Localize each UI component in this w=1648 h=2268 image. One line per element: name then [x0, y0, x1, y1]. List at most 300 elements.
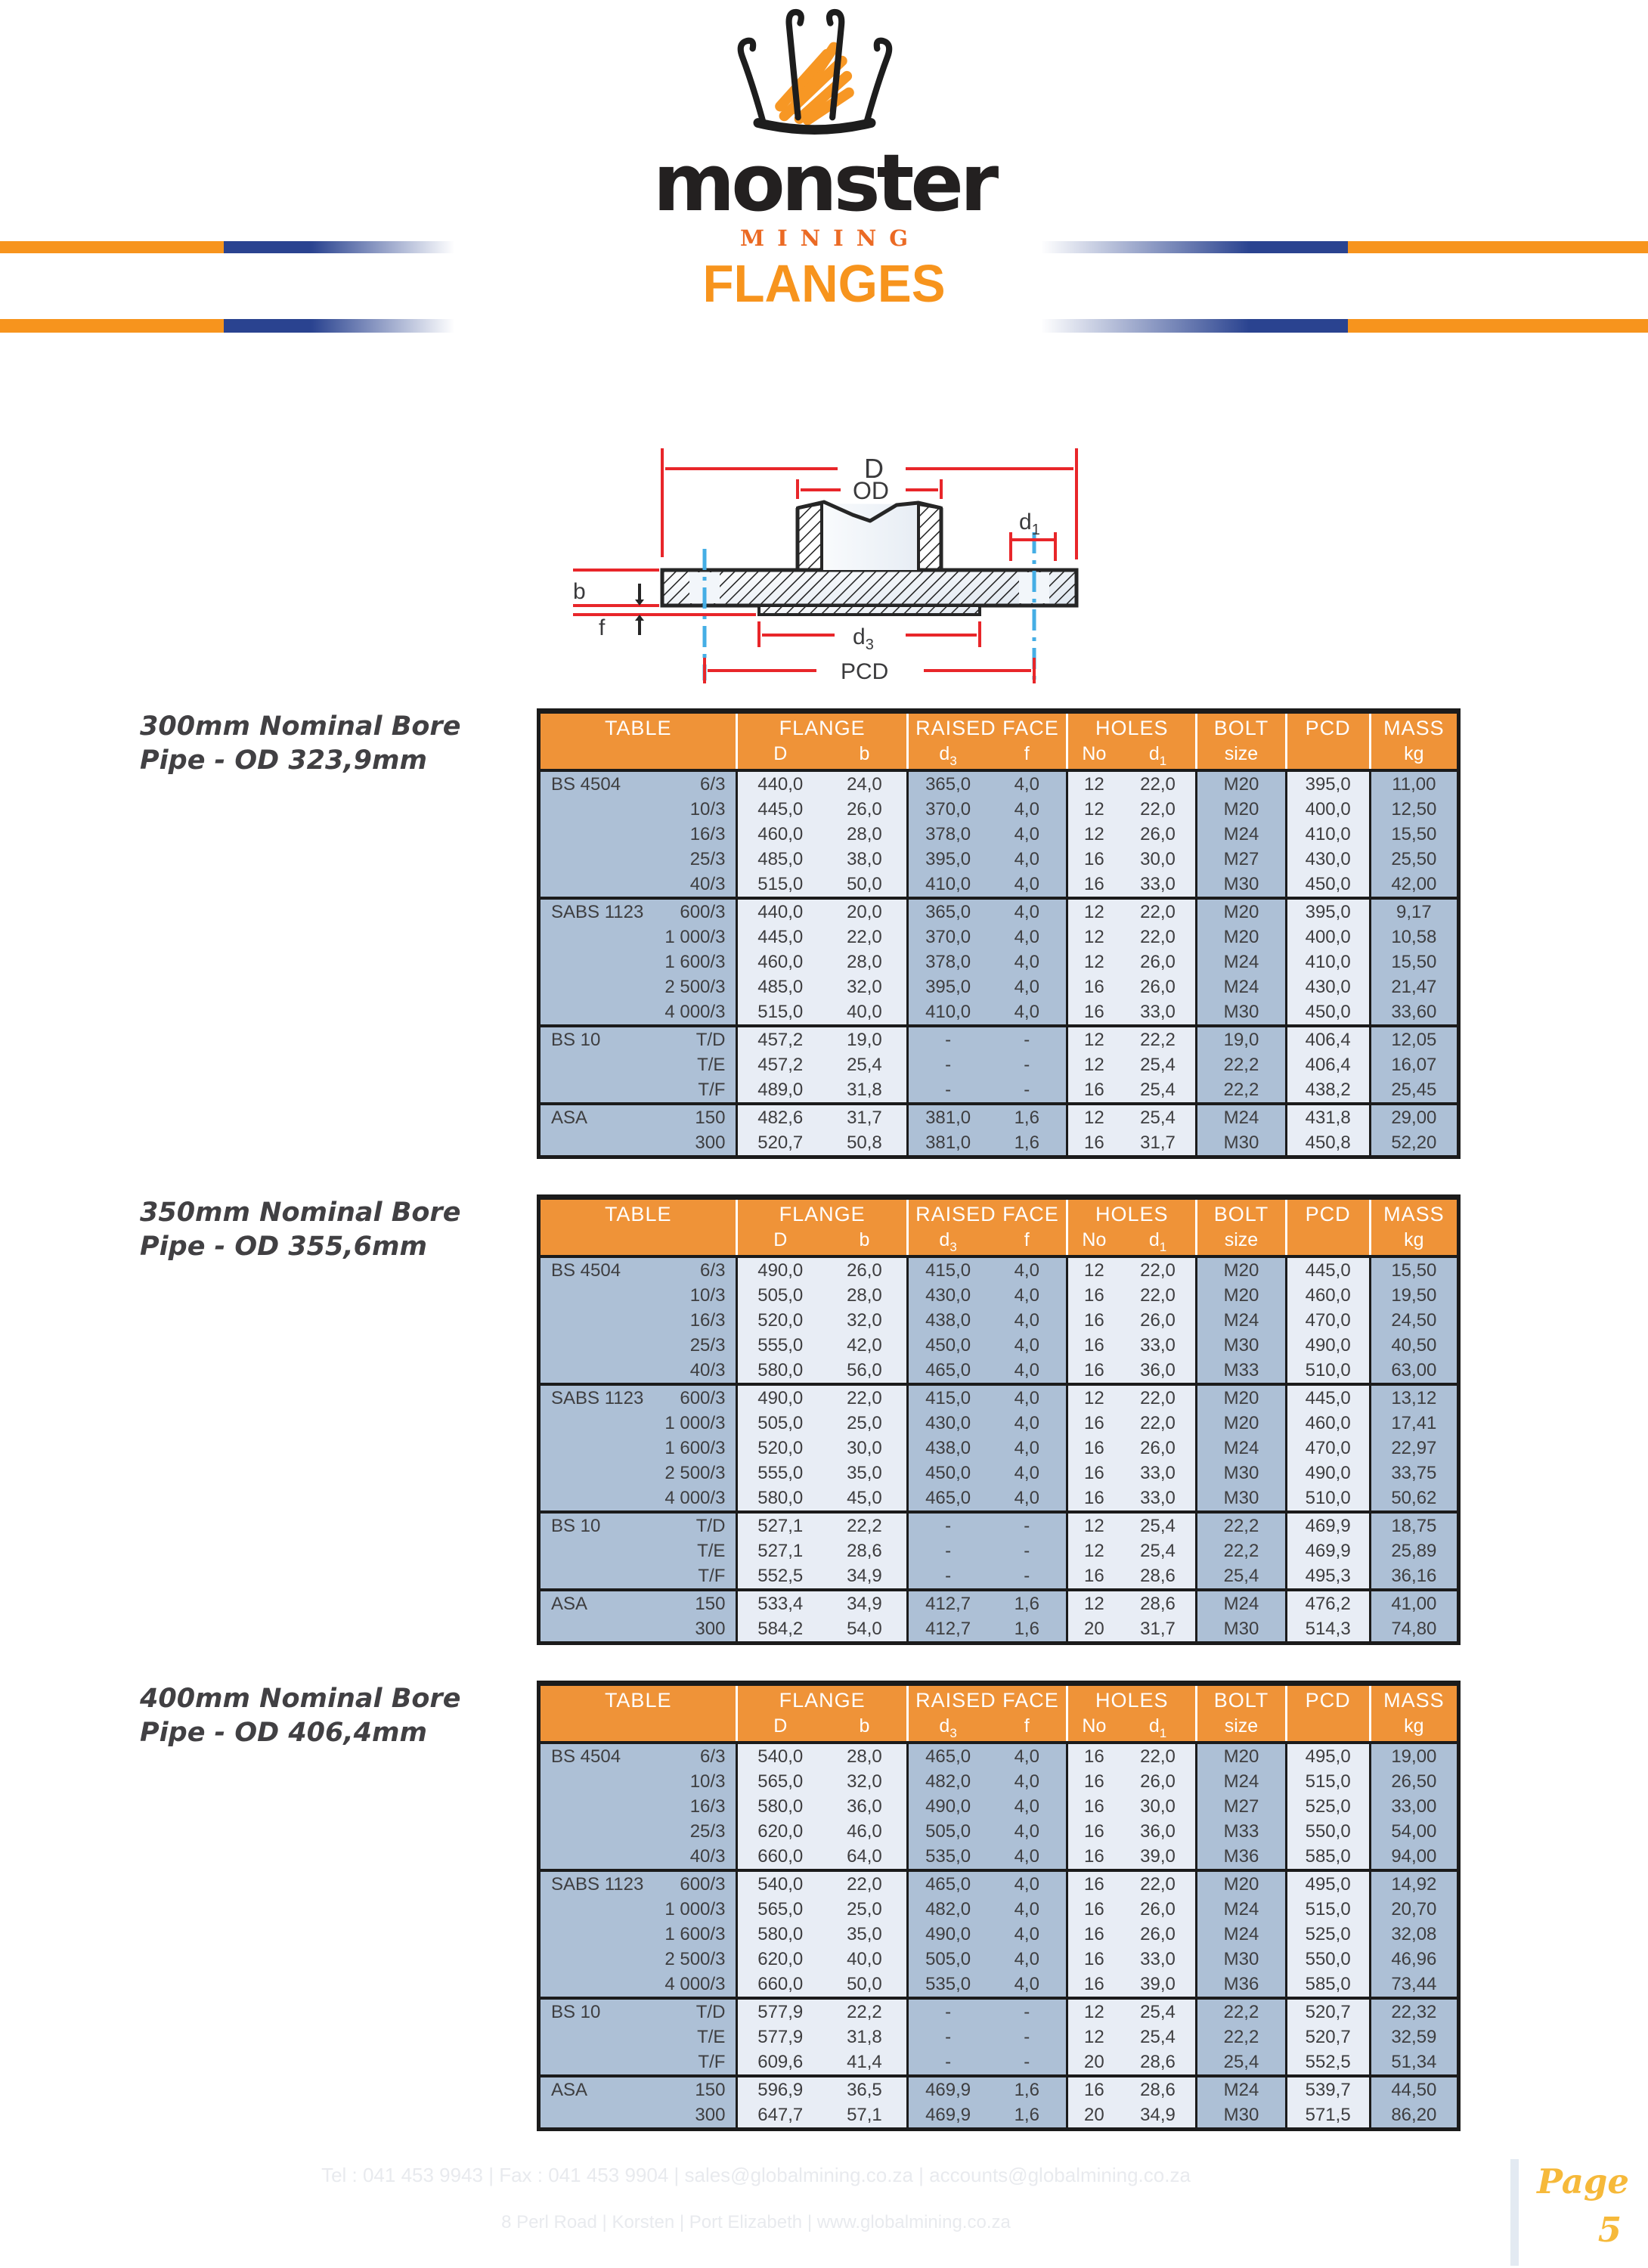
table-cell: -: [907, 1538, 987, 1563]
standard-name: SABS 1123: [551, 1874, 644, 1895]
table-cell: 38,0: [822, 847, 907, 872]
table-cell: M20: [1197, 1256, 1286, 1283]
table-subheader-cell: size: [1197, 743, 1286, 770]
flange-data-table: [537, 708, 1461, 1159]
table-cell: -: [987, 2050, 1067, 2076]
table-cell: 395,0: [1286, 770, 1370, 797]
standard-size-wrap: [541, 1486, 736, 1510]
table-cell: 440,0: [737, 770, 822, 797]
table-cell: 64,0: [822, 1844, 907, 1870]
table-cell: 365,0: [907, 770, 987, 797]
table-cell: 457,2: [737, 1026, 822, 1052]
table-cell: 1,6: [987, 1130, 1067, 1157]
table-standard-cell: [539, 2102, 737, 2130]
standard-size-wrap: [541, 2077, 736, 2102]
table-cell: 505,0: [907, 1947, 987, 1972]
table-header-cell: BOLT: [1197, 1198, 1286, 1230]
table-cell: 45,0: [822, 1486, 907, 1512]
table-header-cell: BOLT: [1197, 1684, 1286, 1716]
table-cell: -: [987, 1077, 1067, 1104]
size-label: T/F: [698, 2052, 726, 2072]
table-cell: 22,0: [1120, 925, 1197, 950]
table-caption-line: 300mm Nominal Bore: [140, 711, 461, 742]
size-label: 4 000/3: [664, 1002, 726, 1022]
table-cell: 22,0: [1120, 1411, 1197, 1436]
table-subheader-cell: [1286, 743, 1370, 770]
table-cell: 28,6: [1120, 2076, 1197, 2102]
table-cell: 4,0: [987, 1256, 1067, 1283]
size-label: 6/3: [700, 774, 726, 795]
table-cell: 16: [1067, 974, 1120, 999]
table-cell: 19,0: [1197, 1026, 1286, 1052]
table-row: [539, 1922, 1459, 1947]
rule-bottom-left-navy: [224, 319, 454, 333]
table-cell: 565,0: [737, 1897, 822, 1922]
size-label: 10/3: [689, 1285, 726, 1306]
subscript: 1: [1159, 1726, 1167, 1740]
table-cell: 16: [1067, 1819, 1120, 1844]
table-cell: 4,0: [987, 797, 1067, 822]
table-header-cell: PCD: [1286, 1198, 1370, 1230]
table-cell: 28,6: [1120, 1563, 1197, 1590]
page-title: FLANGES: [702, 254, 946, 313]
table-standard-cell: [539, 797, 737, 822]
standard-size-wrap: [541, 2102, 736, 2127]
standard-name: BS 4504: [551, 1746, 621, 1767]
table-cell: 22,0: [1120, 1283, 1197, 1308]
table-cell: 515,0: [737, 999, 822, 1026]
standard-size-wrap: [541, 872, 736, 897]
table-cell: 535,0: [907, 1972, 987, 1998]
table-cell: 577,9: [737, 1998, 822, 2025]
table-standard-cell: [539, 1333, 737, 1358]
table-cell: M24: [1197, 1897, 1286, 1922]
table-cell: 16: [1067, 847, 1120, 872]
table-cell: 34,9: [822, 1563, 907, 1590]
table-standard-cell: [539, 950, 737, 974]
flange-data-table: [537, 1681, 1461, 2131]
standard-size-wrap: [541, 1744, 736, 1769]
standard-size-wrap: [541, 1844, 736, 1869]
table-cell: 12: [1067, 770, 1120, 797]
table-cell: 457,2: [737, 1052, 822, 1077]
table-cell: 16: [1067, 1844, 1120, 1870]
standard-size-wrap: [541, 1105, 736, 1130]
size-label: 1 000/3: [664, 1899, 726, 1919]
size-label: 25/3: [689, 1821, 726, 1842]
table-cell: 33,0: [1120, 1947, 1197, 1972]
table-cell: 540,0: [737, 1870, 822, 1897]
table-cell: 465,0: [907, 1358, 987, 1384]
table-subheader-cell: $d_3$: [907, 743, 987, 770]
table-cell: 56,0: [822, 1358, 907, 1384]
table-cell: M36: [1197, 1972, 1286, 1998]
table-cell: 22,0: [1120, 1384, 1197, 1411]
table-cell: 12: [1067, 1512, 1120, 1538]
table-cell: 16: [1067, 872, 1120, 898]
table-standard-cell: [539, 925, 737, 950]
table-cell: 445,0: [1286, 1256, 1370, 1283]
table-row: [539, 1026, 1459, 1052]
table-header-cell: MASS: [1370, 1198, 1458, 1230]
table-row: [539, 1486, 1459, 1512]
table-cell: 22,0: [822, 1870, 907, 1897]
table-cell: M30: [1197, 1947, 1286, 1972]
table-cell: 19,0: [822, 1026, 907, 1052]
table-subheader-cell: [539, 1715, 737, 1743]
table-cell: 4,0: [987, 1922, 1067, 1947]
table-cell: 16: [1067, 1308, 1120, 1333]
table-subheader-cell: f: [987, 743, 1067, 770]
table-cell: 50,62: [1370, 1486, 1458, 1512]
table-cell: -: [907, 2025, 987, 2050]
table-cell: 16: [1067, 1333, 1120, 1358]
table-cell: 13,12: [1370, 1384, 1458, 1411]
table-cell: 596,9: [737, 2076, 822, 2102]
table-cell: 20: [1067, 2102, 1120, 2130]
table-cell: 52,20: [1370, 1130, 1458, 1157]
table-cell: 490,0: [1286, 1333, 1370, 1358]
standard-size-wrap: [541, 1514, 736, 1538]
table-cell: 22,2: [1197, 2025, 1286, 2050]
size-label: 600/3: [680, 1874, 726, 1895]
table-cell: 22,0: [822, 1384, 907, 1411]
table-row: [539, 1130, 1459, 1157]
flange-diagram: [559, 423, 1104, 741]
table-cell: 57,1: [822, 2102, 907, 2130]
table-cell: 1,6: [987, 1104, 1067, 1130]
table-cell: 469,9: [907, 2102, 987, 2130]
dim-label-D: D: [864, 453, 884, 484]
table-row: [539, 1769, 1459, 1794]
table-cell: 35,0: [822, 1922, 907, 1947]
standard-size-wrap: [541, 2025, 736, 2050]
table-cell: 1,6: [987, 2076, 1067, 2102]
table-cell: 4,0: [987, 950, 1067, 974]
table-cell: 12: [1067, 950, 1120, 974]
table-caption: [140, 1196, 522, 1264]
table-cell: 74,80: [1370, 1616, 1458, 1644]
standard-name: SABS 1123: [551, 1388, 644, 1408]
table-cell: M30: [1197, 999, 1286, 1026]
table-subheader-cell: $d_3$: [907, 1715, 987, 1743]
table-cell: 450,0: [1286, 872, 1370, 898]
table-cell: 94,00: [1370, 1844, 1458, 1870]
table-header-cell: TABLE: [539, 1198, 737, 1230]
table-header-cell: RAISED FACE: [907, 1684, 1067, 1716]
table-header-cell: FLANGE: [737, 711, 907, 744]
table-cell: 525,0: [1286, 1794, 1370, 1819]
size-label: 4 000/3: [664, 1974, 726, 1994]
table-cell: 22,0: [1120, 1256, 1197, 1283]
table-cell: 4,0: [987, 1794, 1067, 1819]
table-cell: 525,0: [1286, 1922, 1370, 1947]
table-cell: -: [987, 2025, 1067, 2050]
table-cell: M20: [1197, 925, 1286, 950]
size-label: 1 600/3: [664, 1438, 726, 1458]
table-cell: 22,2: [822, 1512, 907, 1538]
crown-logo-icon: [707, 5, 922, 142]
table-cell: 10,58: [1370, 925, 1458, 950]
table-cell: 412,7: [907, 1616, 987, 1644]
table-cell: 54,0: [822, 1616, 907, 1644]
table-cell: 26,0: [1120, 1769, 1197, 1794]
table-cell: 22,2: [1197, 1512, 1286, 1538]
page-badge: [1501, 2161, 1629, 2250]
size-label: 40/3: [689, 874, 726, 894]
table-cell: M24: [1197, 1590, 1286, 1616]
table-row: [539, 1870, 1459, 1897]
standard-size-wrap: [541, 1077, 736, 1102]
table-cell: 4,0: [987, 1411, 1067, 1436]
table-cell: 36,16: [1370, 1563, 1458, 1590]
standard-size-wrap: [541, 2050, 736, 2074]
table-standard-cell: [539, 974, 737, 999]
table-cell: 25,89: [1370, 1538, 1458, 1563]
table-cell: 30,0: [1120, 1794, 1197, 1819]
table-cell: 25,45: [1370, 1077, 1458, 1104]
table-cell: 465,0: [907, 1870, 987, 1897]
standard-size-wrap: [541, 2000, 736, 2025]
table-row: [539, 1256, 1459, 1283]
standard-size-wrap: [541, 1972, 736, 1997]
table-standard-cell: [539, 1922, 737, 1947]
standard-size-wrap: [541, 847, 736, 872]
table-cell: 11,00: [1370, 770, 1458, 797]
table-cell: 12: [1067, 822, 1120, 847]
table-cell: 32,0: [822, 1769, 907, 1794]
table-subheader-cell: $d_3$: [907, 1229, 987, 1256]
table-cell: 25,0: [822, 1897, 907, 1922]
table-cell: 476,2: [1286, 1590, 1370, 1616]
table-cell: 580,0: [737, 1922, 822, 1947]
table-cell: 565,0: [737, 1769, 822, 1794]
table-cell: 16: [1067, 1411, 1120, 1436]
table-standard-cell: [539, 1512, 737, 1538]
table-row: [539, 847, 1459, 872]
table-header-group-row: [539, 1684, 1459, 1716]
table-standard-cell: [539, 1283, 737, 1308]
table-cell: 36,0: [822, 1794, 907, 1819]
table-row: [539, 925, 1459, 950]
table-cell: 4,0: [987, 1436, 1067, 1461]
size-label: 150: [695, 2080, 726, 2100]
table-cell: 4,0: [987, 1769, 1067, 1794]
table-cell: M24: [1197, 822, 1286, 847]
table-cell: 35,0: [822, 1461, 907, 1486]
table-cell: 370,0: [907, 925, 987, 950]
size-label: 2 500/3: [664, 1949, 726, 1969]
table-standard-cell: [539, 1358, 737, 1384]
table-cell: 450,0: [907, 1461, 987, 1486]
table-cell: 34,9: [1120, 2102, 1197, 2130]
standard-size-wrap: [541, 1947, 736, 1972]
page-badge-number: 5: [1597, 2210, 1622, 2250]
table-cell: 29,00: [1370, 1104, 1458, 1130]
table-standard-cell: [539, 2025, 737, 2050]
table-cell: 26,0: [1120, 1897, 1197, 1922]
table-cell: 28,0: [822, 950, 907, 974]
table-header-cell: BOLT: [1197, 711, 1286, 744]
table-cell: 482,6: [737, 1104, 822, 1130]
table-cell: 16: [1067, 1897, 1120, 1922]
rule-top-left-navy: [224, 241, 454, 253]
table-cell: 527,1: [737, 1538, 822, 1563]
table-cell: 12: [1067, 2025, 1120, 2050]
dim-label-OD: OD: [853, 477, 889, 504]
size-label: 16/3: [689, 1796, 726, 1817]
table-row: [539, 1104, 1459, 1130]
table-cell: M20: [1197, 1283, 1286, 1308]
table-cell: 41,4: [822, 2050, 907, 2076]
table-cell: 395,0: [1286, 898, 1370, 925]
dim-label-f: f: [599, 615, 606, 640]
table-standard-cell: [539, 847, 737, 872]
flange-data-table: [537, 1194, 1461, 1645]
table-cell: 26,0: [1120, 1922, 1197, 1947]
table-cell: 9,17: [1370, 898, 1458, 925]
table-row: [539, 2025, 1459, 2050]
table-row: [539, 1384, 1459, 1411]
table-cell: 31,7: [1120, 1616, 1197, 1644]
table-cell: 16,07: [1370, 1052, 1458, 1077]
table-cell: M30: [1197, 1333, 1286, 1358]
table-cell: 400,0: [1286, 925, 1370, 950]
pipe-hub: [798, 502, 941, 570]
table-cell: 12: [1067, 1256, 1120, 1283]
standard-size-wrap: [541, 900, 736, 925]
table-cell: 28,6: [1120, 1590, 1197, 1616]
table-row: [539, 1358, 1459, 1384]
table-cell: 520,0: [737, 1308, 822, 1333]
table-cell: -: [987, 1052, 1067, 1077]
table-row: [539, 1743, 1459, 1769]
table-cell: M24: [1197, 1922, 1286, 1947]
table-cell: 660,0: [737, 1972, 822, 1998]
table-header-group-row: [539, 711, 1459, 744]
table-standard-cell: [539, 872, 737, 898]
table-cell: 647,7: [737, 2102, 822, 2130]
table-cell: 490,0: [737, 1256, 822, 1283]
raised-face-step: [759, 606, 980, 615]
table-cell: 585,0: [1286, 1972, 1370, 1998]
table-header-cell: RAISED FACE: [907, 711, 1067, 744]
table-cell: 510,0: [1286, 1486, 1370, 1512]
table-standard-cell: [539, 1897, 737, 1922]
brand-wordmark: monster: [652, 137, 996, 229]
table-cell: 460,0: [1286, 1411, 1370, 1436]
table-cell: 15,50: [1370, 950, 1458, 974]
table-cell: 430,0: [907, 1283, 987, 1308]
table-row: [539, 2050, 1459, 2076]
size-label: 1 600/3: [664, 1924, 726, 1944]
table-cell: 527,1: [737, 1512, 822, 1538]
table-cell: 580,0: [737, 1794, 822, 1819]
standard-size-wrap: [541, 1386, 736, 1411]
table-cell: 24,50: [1370, 1308, 1458, 1333]
table-subheader-cell: [1286, 1715, 1370, 1743]
table-cell: 50,0: [822, 872, 907, 898]
table-cell: 22,2: [1197, 1077, 1286, 1104]
table-standard-cell: [539, 1052, 737, 1077]
table-subheader-cell: [539, 1229, 737, 1256]
table-cell: 32,08: [1370, 1922, 1458, 1947]
table-subheader-cell: $d_1$: [1120, 743, 1197, 770]
table-cell: 28,0: [822, 1283, 907, 1308]
table-cell: 520,7: [1286, 1998, 1370, 2025]
table-cell: 470,0: [1286, 1436, 1370, 1461]
table-cell: 555,0: [737, 1333, 822, 1358]
table-cell: 36,0: [1120, 1358, 1197, 1384]
table-cell: 22,2: [1197, 1538, 1286, 1563]
table-cell: 26,0: [822, 797, 907, 822]
table-cell: 4,0: [987, 1819, 1067, 1844]
table-cell: 365,0: [907, 898, 987, 925]
table-row: [539, 1590, 1459, 1616]
table-cell: 445,0: [737, 797, 822, 822]
table-standard-cell: [539, 1461, 737, 1486]
table-cell: 430,0: [1286, 847, 1370, 872]
table-cell: 381,0: [907, 1130, 987, 1157]
table-cell: 490,0: [737, 1384, 822, 1411]
table-cell: 395,0: [907, 847, 987, 872]
table-caption-line: Pipe - OD 406,4mm: [140, 1718, 427, 1748]
table-cell: 16: [1067, 1563, 1120, 1590]
table-cell: 21,47: [1370, 974, 1458, 999]
table-standard-cell: [539, 1563, 737, 1590]
standard-size-wrap: [541, 1283, 736, 1308]
standard-name: ASA: [551, 2080, 588, 2100]
table-cell: 22,97: [1370, 1436, 1458, 1461]
table-cell: 14,92: [1370, 1870, 1458, 1897]
table-cell: 552,5: [737, 1563, 822, 1590]
table-cell: 33,75: [1370, 1461, 1458, 1486]
table-subheader-cell: b: [822, 1229, 907, 1256]
standard-name: BS 4504: [551, 1260, 621, 1281]
table-cell: 16: [1067, 1077, 1120, 1104]
table-subheader-cell: $d_1$: [1120, 1715, 1197, 1743]
table-row: [539, 2076, 1459, 2102]
standard-size-wrap: [541, 1461, 736, 1486]
table-cell: 20: [1067, 1616, 1120, 1644]
table-cell: 15,50: [1370, 1256, 1458, 1283]
table-cell: 4,0: [987, 1358, 1067, 1384]
table-cell: 4,0: [987, 1461, 1067, 1486]
standard-size-wrap: [541, 1436, 736, 1461]
table-cell: 41,00: [1370, 1590, 1458, 1616]
table-cell: 22,2: [822, 1998, 907, 2025]
table-cell: 4,0: [987, 925, 1067, 950]
table-cell: 490,0: [907, 1922, 987, 1947]
size-label: 1 000/3: [664, 1413, 726, 1433]
table-cell: 552,5: [1286, 2050, 1370, 2076]
table-cell: 31,7: [1120, 1130, 1197, 1157]
table-header-cell: MASS: [1370, 1684, 1458, 1716]
size-label: 2 500/3: [664, 1463, 726, 1483]
table-cell: 460,0: [737, 950, 822, 974]
table-cell: 26,0: [822, 1256, 907, 1283]
size-label: 2 500/3: [664, 977, 726, 997]
table-subheader-cell: D: [737, 1229, 822, 1256]
table-caption: [140, 710, 522, 778]
table-cell: 46,96: [1370, 1947, 1458, 1972]
standard-size-wrap: [541, 1591, 736, 1616]
table-standard-cell: [539, 1947, 737, 1972]
table-cell: M30: [1197, 1486, 1286, 1512]
table-cell: 31,8: [822, 1077, 907, 1104]
table-row: [539, 1052, 1459, 1077]
table-cell: 16: [1067, 1436, 1120, 1461]
